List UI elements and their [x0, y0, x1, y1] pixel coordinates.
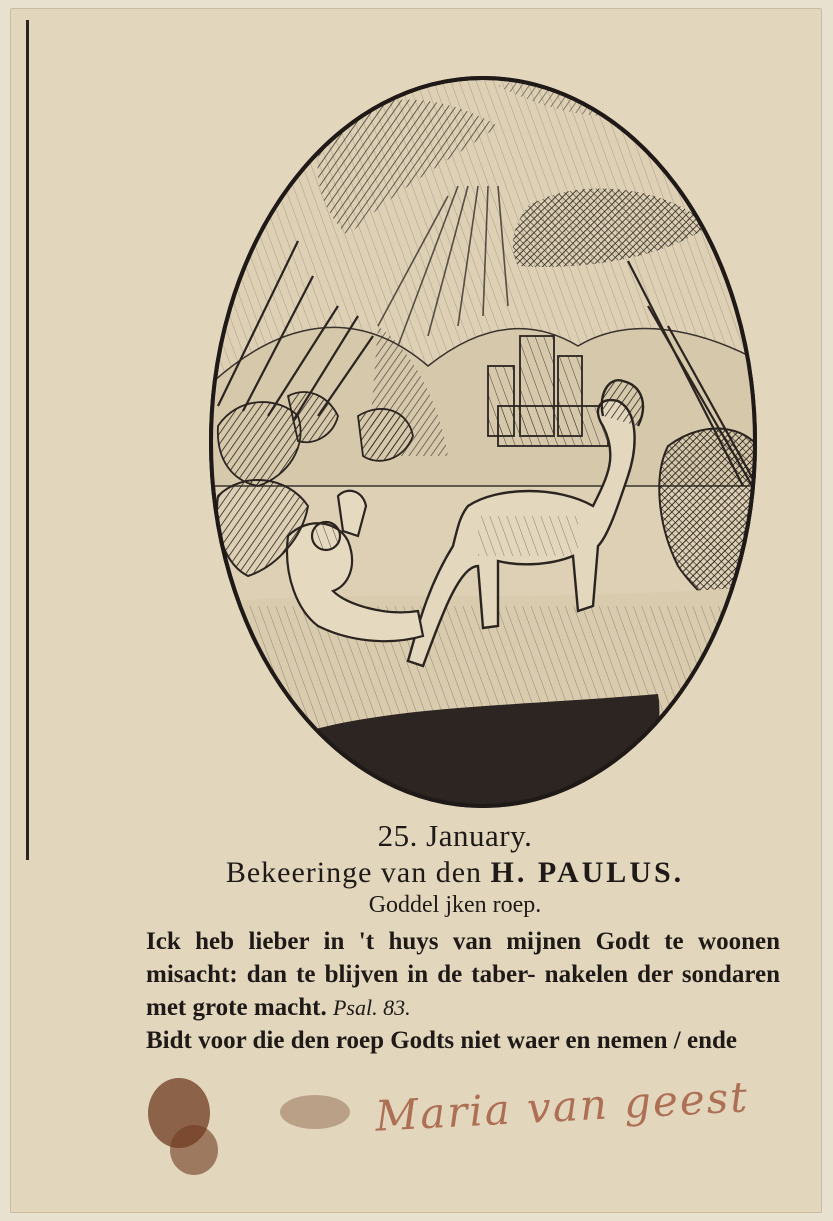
feast-title-prefix: Bekeeringe van den — [225, 856, 483, 889]
feast-title — [130, 856, 780, 890]
saint-name: H. PAULUS. — [490, 856, 685, 889]
ink-stain — [170, 1125, 218, 1175]
psalm-reference: Psal. 83. — [332, 995, 411, 1020]
caption-text — [130, 812, 780, 1057]
engraving-conversion-of-paul — [198, 66, 768, 818]
ink-stain — [280, 1095, 350, 1129]
feast-date: 25. January. — [377, 818, 533, 853]
psalm-verse — [130, 925, 780, 1024]
subtitle: Goddel jken roep. — [368, 892, 542, 918]
left-border-rule — [26, 20, 29, 860]
psalm-verse-text: Ick heb lieber in 't huys van mijnen Godt te woonen misacht: dan te blijven in de taber- nakelen der sondaren met grote macht. — [146, 928, 780, 1021]
prayer-intention: Bidt voor die den roep Godts niet waer en nemen / ende — [146, 1027, 737, 1054]
handwritten-signature: Maria van geest — [373, 1072, 751, 1141]
